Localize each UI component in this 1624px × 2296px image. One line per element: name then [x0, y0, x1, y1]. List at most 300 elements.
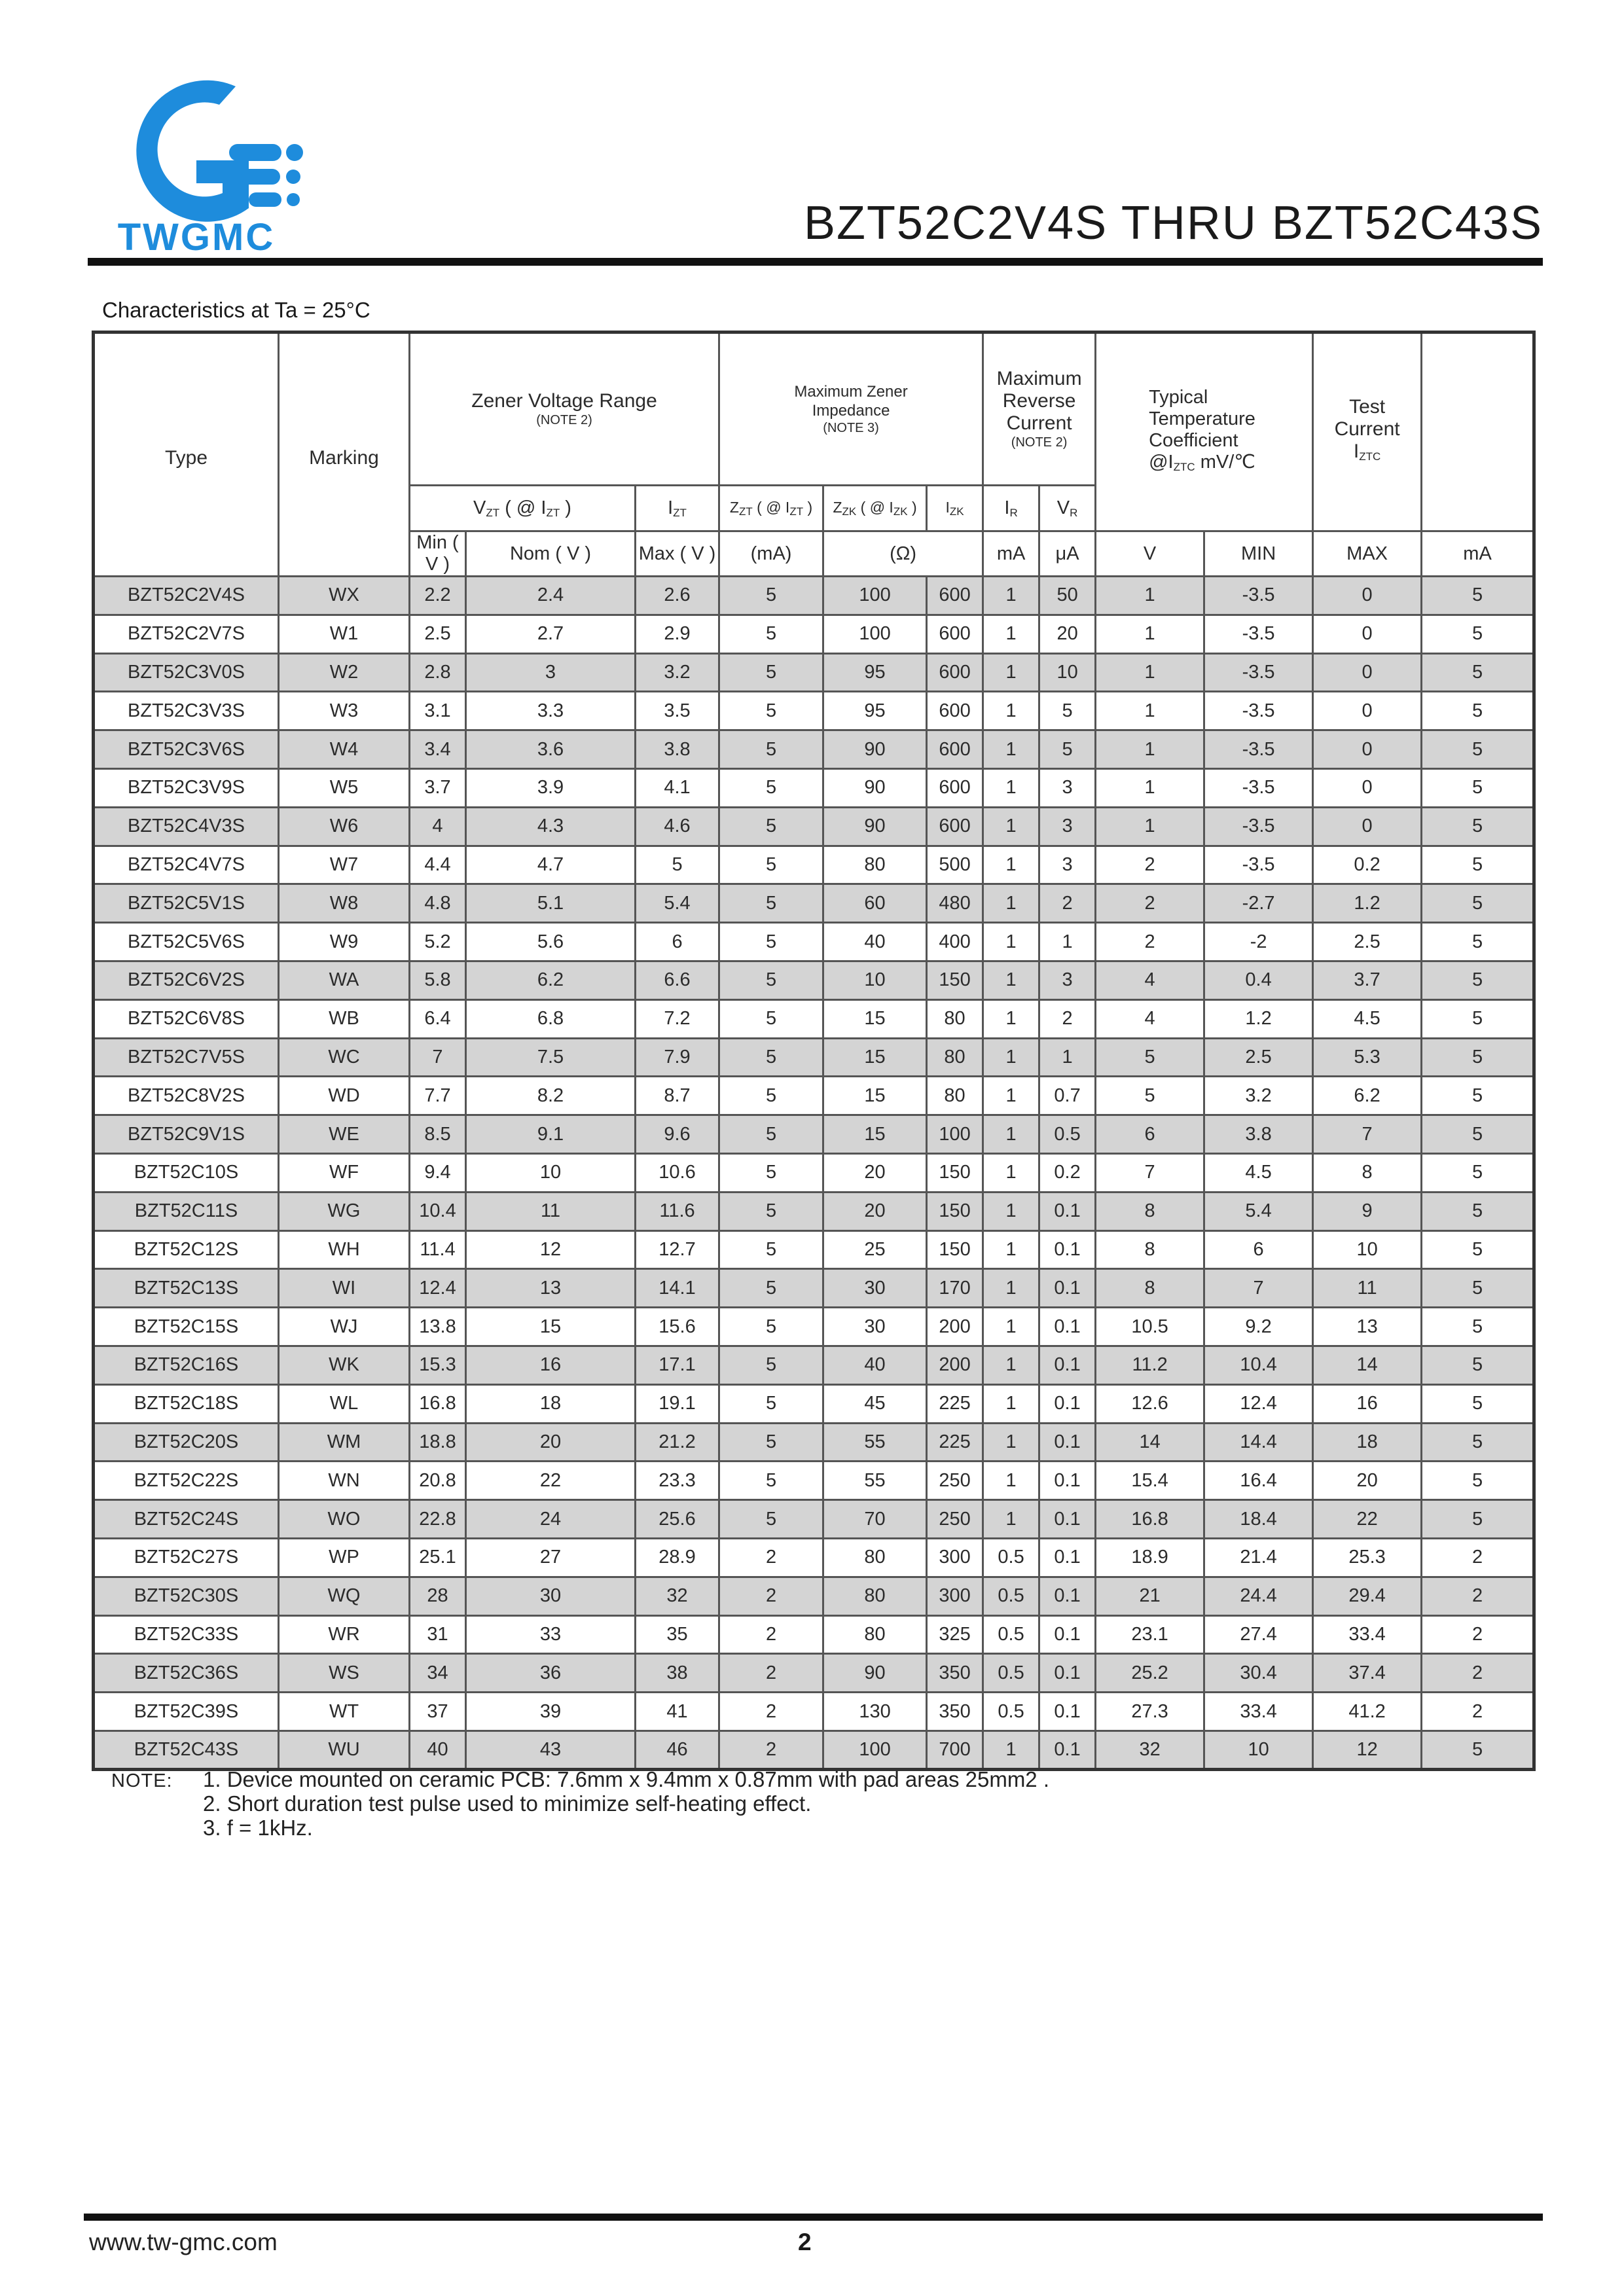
table-cell: 1: [983, 1153, 1039, 1192]
table-cell: -3.5: [1204, 577, 1313, 615]
table-cell: BZT52C6V8S: [94, 999, 279, 1038]
table-cell: 1: [983, 1500, 1039, 1539]
unit-min: MIN: [1204, 531, 1313, 577]
table-cell: 13: [466, 1269, 636, 1308]
table-cell: 33: [466, 1615, 636, 1654]
table-cell: 1: [983, 1384, 1039, 1423]
table-cell: 2: [1039, 999, 1096, 1038]
table-cell: 1: [983, 692, 1039, 730]
table-cell: 14.4: [1204, 1423, 1313, 1462]
table-cell: 16.8: [1096, 1500, 1204, 1539]
table-cell: 20.8: [410, 1462, 466, 1500]
table-cell: 350: [927, 1693, 983, 1731]
table-cell: -3.5: [1204, 730, 1313, 769]
table-cell: 18.4: [1204, 1500, 1313, 1539]
table-cell: 150: [927, 1153, 983, 1192]
table-cell: 10: [1039, 653, 1096, 692]
table-cell: -3.5: [1204, 615, 1313, 653]
table-cell: 600: [927, 653, 983, 692]
table-cell: 5: [719, 1384, 823, 1423]
table-cell: 5: [1422, 1462, 1534, 1500]
table-cell: 5: [1422, 884, 1534, 923]
table-cell: 30.4: [1204, 1654, 1313, 1693]
table-cell: 5: [1039, 692, 1096, 730]
table-cell: 4: [1096, 999, 1204, 1038]
table-cell: 41.2: [1313, 1693, 1422, 1731]
table-cell: 80: [823, 1538, 927, 1577]
table-cell: 15.6: [636, 1308, 719, 1346]
table-cell: BZT52C3V6S: [94, 730, 279, 769]
table-cell: 3.8: [1204, 1115, 1313, 1154]
table-cell: 5: [1422, 692, 1534, 730]
table-cell: 0.1: [1039, 1308, 1096, 1346]
table-cell: 3: [1039, 846, 1096, 884]
table-row: [94, 1423, 1534, 1462]
table-cell: 0.2: [1039, 1153, 1096, 1192]
table-cell: 5: [719, 884, 823, 923]
table-cell: 90: [823, 730, 927, 769]
table-cell: 2.9: [636, 615, 719, 653]
table-cell: 5: [1422, 1423, 1534, 1462]
table-cell: 5: [1422, 961, 1534, 999]
table-cell: 13: [1313, 1308, 1422, 1346]
table-cell: 3.2: [1204, 1077, 1313, 1115]
table-cell: 5: [719, 1346, 823, 1384]
table-cell: WT: [279, 1693, 410, 1731]
table-cell: 3: [1039, 961, 1096, 999]
table-cell: 1: [983, 846, 1039, 884]
table-cell: 4: [1096, 961, 1204, 999]
table-cell: 12.4: [410, 1269, 466, 1308]
table-cell: 0.4: [1204, 961, 1313, 999]
table-cell: 80: [927, 1038, 983, 1077]
table-row: [94, 1308, 1534, 1346]
table-cell: BZT52C22S: [94, 1462, 279, 1500]
table-cell: BZT52C4V7S: [94, 846, 279, 884]
table-cell: 23.3: [636, 1462, 719, 1500]
table-cell: 15: [823, 1077, 927, 1115]
table-cell: 80: [927, 1077, 983, 1115]
table-cell: 2: [1422, 1577, 1534, 1615]
table-cell: 1: [983, 653, 1039, 692]
table-cell: 0: [1313, 768, 1422, 807]
table-cell: 5: [1422, 807, 1534, 846]
table-cell: WK: [279, 1346, 410, 1384]
table-cell: 6.2: [1313, 1077, 1422, 1115]
table-cell: BZT52C24S: [94, 1500, 279, 1539]
table-cell: 200: [927, 1308, 983, 1346]
table-cell: 5: [719, 1308, 823, 1346]
table-cell: 5: [719, 1423, 823, 1462]
table-cell: 95: [823, 653, 927, 692]
table-cell: 1: [1039, 923, 1096, 961]
table-cell: 40: [823, 1346, 927, 1384]
table-cell: 4.1: [636, 768, 719, 807]
table-cell: 3.7: [1313, 961, 1422, 999]
table-cell: 37.4: [1313, 1654, 1422, 1693]
table-cell: 600: [927, 692, 983, 730]
document-title: BZT52C2V4S THRU BZT52C43S: [803, 197, 1543, 249]
table-cell: 1: [983, 577, 1039, 615]
table-cell: 2: [1096, 884, 1204, 923]
table-cell: WR: [279, 1615, 410, 1654]
table-cell: 80: [927, 999, 983, 1038]
note-label: NOTE:: [111, 1770, 173, 1791]
table-cell: 0: [1313, 692, 1422, 730]
table-cell: 7: [410, 1038, 466, 1077]
table-cell: 9: [1313, 1192, 1422, 1230]
table-cell: 39: [466, 1693, 636, 1731]
table-cell: 0.1: [1039, 1192, 1096, 1230]
table-row: [94, 1693, 1534, 1731]
table-cell: 100: [823, 1731, 927, 1769]
table-cell: 250: [927, 1500, 983, 1539]
logo-dot-3: [287, 193, 300, 206]
table-cell: 21: [1096, 1577, 1204, 1615]
table-cell: 3: [466, 653, 636, 692]
table-row: [94, 1384, 1534, 1423]
table-cell: 3.2: [636, 653, 719, 692]
table-row: [94, 923, 1534, 961]
table-row: [94, 1346, 1534, 1384]
table-cell: 4.7: [466, 846, 636, 884]
table-cell: 5: [719, 1038, 823, 1077]
table-cell: 5: [719, 1500, 823, 1539]
table-cell: 15: [823, 1115, 927, 1154]
table-cell: 1: [983, 1423, 1039, 1462]
table-cell: 33.4: [1313, 1615, 1422, 1654]
table-cell: 13.8: [410, 1308, 466, 1346]
table-cell: BZT52C16S: [94, 1346, 279, 1384]
table-cell: 5: [1096, 1077, 1204, 1115]
table-cell: 16: [466, 1346, 636, 1384]
table-cell: 3.9: [466, 768, 636, 807]
logo-wordmark: TWGMC: [117, 216, 276, 255]
table-cell: 10.6: [636, 1153, 719, 1192]
table-cell: 25.3: [1313, 1538, 1422, 1577]
table-cell: 1: [1096, 653, 1204, 692]
table-cell: 0: [1313, 730, 1422, 769]
table-cell: 0.5: [1039, 1115, 1096, 1154]
table-cell: WN: [279, 1462, 410, 1500]
table-cell: 130: [823, 1693, 927, 1731]
table-cell: 30: [466, 1577, 636, 1615]
header-type: Type: [94, 332, 279, 577]
table-cell: 6.4: [410, 999, 466, 1038]
table-cell: 100: [823, 577, 927, 615]
table-cell: 5: [1422, 1346, 1534, 1384]
table-cell: 90: [823, 807, 927, 846]
table-row: [94, 692, 1534, 730]
header-typical-temp-coefficient: Typical Temperature Coefficient $@I_{ZTC}$ mV/℃: [1096, 332, 1313, 531]
table-row: [94, 1731, 1534, 1769]
table-cell: 5.6: [466, 923, 636, 961]
table-cell: -3.5: [1204, 846, 1313, 884]
table-cell: 2: [719, 1615, 823, 1654]
footer-url: www.tw-gmc.com: [89, 2229, 278, 2255]
logo-dash-3: [249, 192, 281, 207]
table-cell: 150: [927, 1192, 983, 1230]
table-cell: 7.7: [410, 1077, 466, 1115]
table-row: [94, 1538, 1534, 1577]
table-cell: 12: [1313, 1731, 1422, 1769]
table-cell: 2: [1422, 1615, 1534, 1654]
table-cell: WB: [279, 999, 410, 1038]
table-cell: 8.2: [466, 1077, 636, 1115]
table-cell: 24: [466, 1500, 636, 1539]
header-rule: [88, 258, 1543, 266]
table-cell: 0: [1313, 615, 1422, 653]
table-cell: BZT52C6V2S: [94, 961, 279, 999]
table-cell: 5: [1422, 1153, 1534, 1192]
table-cell: W6: [279, 807, 410, 846]
table-cell: 7: [1096, 1153, 1204, 1192]
table-row: [94, 846, 1534, 884]
table-cell: 225: [927, 1423, 983, 1462]
table-cell: 3.6: [466, 730, 636, 769]
table-cell: 1: [983, 1077, 1039, 1115]
table-cell: 14.1: [636, 1269, 719, 1308]
table-cell: 1: [1096, 730, 1204, 769]
table-cell: 4.3: [466, 807, 636, 846]
table-cell: 25.2: [1096, 1654, 1204, 1693]
unit-v: V: [1096, 531, 1204, 577]
table-cell: 2.4: [466, 577, 636, 615]
note-line: 3. f = 1kHz.: [203, 1816, 313, 1840]
header-max-zener-impedance: Maximum Zener Impedance (NOTE 3): [719, 332, 983, 486]
table-cell: 5.1: [466, 884, 636, 923]
header-izk: $I_{ZK}$: [927, 486, 983, 531]
table-cell: 1: [1096, 577, 1204, 615]
table-cell: 1.2: [1313, 884, 1422, 923]
table-cell: BZT52C5V1S: [94, 884, 279, 923]
table-cell: 11.6: [636, 1192, 719, 1230]
table-cell: 7.9: [636, 1038, 719, 1077]
table-cell: 100: [823, 615, 927, 653]
table-row: [94, 768, 1534, 807]
table-row: [94, 884, 1534, 923]
table-cell: 15: [823, 999, 927, 1038]
table-cell: W8: [279, 884, 410, 923]
table-cell: 0.1: [1039, 1615, 1096, 1654]
table-cell: 45: [823, 1384, 927, 1423]
table-cell: 60: [823, 884, 927, 923]
table-row: [94, 577, 1534, 615]
table-cell: 0.5: [983, 1577, 1039, 1615]
table-cell: 5: [1096, 1038, 1204, 1077]
table-cell: 1: [983, 1192, 1039, 1230]
table-cell: 19.1: [636, 1384, 719, 1423]
table-cell: 25: [823, 1230, 927, 1269]
characteristics-table: [92, 331, 1536, 1771]
header-izt: $I_{ZT}$: [636, 486, 719, 531]
table-cell: WU: [279, 1731, 410, 1769]
table-cell: 1: [983, 923, 1039, 961]
table-cell: 2: [719, 1654, 823, 1693]
table-cell: 17.1: [636, 1346, 719, 1384]
table-cell: 80: [823, 846, 927, 884]
table-cell: 3: [1039, 768, 1096, 807]
table-cell: 4: [410, 807, 466, 846]
section-heading: Characteristics at Ta = 25°C: [102, 298, 370, 322]
unit-ua: μA: [1039, 531, 1096, 577]
table-cell: 15: [823, 1038, 927, 1077]
page-number: 2: [798, 2229, 812, 2255]
table-cell: BZT52C15S: [94, 1308, 279, 1346]
table-cell: 7.5: [466, 1038, 636, 1077]
table-cell: BZT52C39S: [94, 1693, 279, 1731]
table-cell: 27.4: [1204, 1615, 1313, 1654]
table-cell: 70: [823, 1500, 927, 1539]
table-cell: 5.8: [410, 961, 466, 999]
table-cell: 9.1: [466, 1115, 636, 1154]
table-cell: 9.6: [636, 1115, 719, 1154]
table-cell: 16.8: [410, 1384, 466, 1423]
table-cell: 325: [927, 1615, 983, 1654]
table-cell: 80: [823, 1615, 927, 1654]
table-cell: 0: [1313, 807, 1422, 846]
table-cell: 2: [719, 1693, 823, 1731]
table-cell: 27.3: [1096, 1693, 1204, 1731]
table-row: [94, 615, 1534, 653]
table-cell: 10: [1204, 1731, 1313, 1769]
table-cell: 3.5: [636, 692, 719, 730]
table-cell: 11: [1313, 1269, 1422, 1308]
table-cell: -3.5: [1204, 768, 1313, 807]
table-cell: 25.1: [410, 1538, 466, 1577]
table-cell: 40: [410, 1731, 466, 1769]
table-cell: 6: [636, 923, 719, 961]
table-cell: 34: [410, 1654, 466, 1693]
table-cell: 150: [927, 1230, 983, 1269]
table-cell: 5: [719, 961, 823, 999]
table-cell: 18.9: [1096, 1538, 1204, 1577]
table-cell: 5: [1422, 1500, 1534, 1539]
table-cell: 7: [1204, 1269, 1313, 1308]
table-cell: BZT52C33S: [94, 1615, 279, 1654]
table-cell: WQ: [279, 1577, 410, 1615]
table-cell: 80: [823, 1577, 927, 1615]
table-cell: 0.5: [983, 1693, 1039, 1731]
table-cell: W2: [279, 653, 410, 692]
table-cell: 22: [1313, 1500, 1422, 1539]
table-cell: 3.8: [636, 730, 719, 769]
table-cell: 5: [1422, 730, 1534, 769]
table-cell: WA: [279, 961, 410, 999]
table-cell: 20: [466, 1423, 636, 1462]
table-cell: 2: [1422, 1693, 1534, 1731]
table-cell: 33.4: [1204, 1693, 1313, 1731]
table-cell: 0.1: [1039, 1577, 1096, 1615]
table-cell: 5: [719, 1192, 823, 1230]
table-cell: 1: [1096, 615, 1204, 653]
table-cell: 2.8: [410, 653, 466, 692]
table-cell: 30: [823, 1308, 927, 1346]
table-cell: BZT52C8V2S: [94, 1077, 279, 1115]
table-cell: 1.2: [1204, 999, 1313, 1038]
table-row: [94, 1153, 1534, 1192]
table-cell: BZT52C4V3S: [94, 807, 279, 846]
table-cell: 18: [466, 1384, 636, 1423]
table-cell: 170: [927, 1269, 983, 1308]
table-cell: 20: [1313, 1462, 1422, 1500]
table-cell: 2.5: [1313, 923, 1422, 961]
table-cell: 23.1: [1096, 1615, 1204, 1654]
company-logo: [85, 65, 334, 255]
table-cell: 1: [983, 730, 1039, 769]
table-cell: 2: [719, 1538, 823, 1577]
table-cell: 8.7: [636, 1077, 719, 1115]
table-row: [94, 1269, 1534, 1308]
table-cell: WS: [279, 1654, 410, 1693]
header-vr: $V_R$: [1039, 486, 1096, 531]
table-cell: 10: [823, 961, 927, 999]
table-cell: BZT52C10S: [94, 1153, 279, 1192]
table-cell: 24.4: [1204, 1577, 1313, 1615]
table-cell: WD: [279, 1077, 410, 1115]
table-cell: 5: [1422, 1230, 1534, 1269]
table-cell: 1: [983, 961, 1039, 999]
header-ir: $I_R$: [983, 486, 1039, 531]
table-row: [94, 1500, 1534, 1539]
table-cell: 1: [983, 1230, 1039, 1269]
table-cell: 4.8: [410, 884, 466, 923]
table-cell: BZT52C3V9S: [94, 768, 279, 807]
table-row: [94, 730, 1534, 769]
table-cell: 2.6: [636, 577, 719, 615]
table-cell: W3: [279, 692, 410, 730]
table-cell: 2.7: [466, 615, 636, 653]
table-cell: 5.4: [1204, 1192, 1313, 1230]
table-cell: 25.6: [636, 1500, 719, 1539]
table-cell: 6.8: [466, 999, 636, 1038]
table-cell: 0.1: [1039, 1731, 1096, 1769]
table-cell: 18: [1313, 1423, 1422, 1462]
table-cell: 32: [636, 1577, 719, 1615]
table-cell: 15: [466, 1308, 636, 1346]
table-cell: 5: [1422, 768, 1534, 807]
table-cell: BZT52C7V5S: [94, 1038, 279, 1077]
table-cell: -3.5: [1204, 653, 1313, 692]
table-cell: 500: [927, 846, 983, 884]
table-cell: 5: [636, 846, 719, 884]
table-cell: 20: [823, 1153, 927, 1192]
table-cell: 1: [983, 1731, 1039, 1769]
table-cell: 1: [983, 999, 1039, 1038]
table-cell: W4: [279, 730, 410, 769]
table-cell: 5: [1422, 1269, 1534, 1308]
table-cell: 5: [1422, 999, 1534, 1038]
table-cell: W5: [279, 768, 410, 807]
unit-nom-v: Nom ( V ): [466, 531, 636, 577]
header-max-reverse-current: Maximum Reverse Current (NOTE 2): [983, 332, 1096, 486]
table-cell: BZT52C12S: [94, 1230, 279, 1269]
table-cell: W7: [279, 846, 410, 884]
table-cell: 5: [1422, 653, 1534, 692]
table-cell: WL: [279, 1384, 410, 1423]
table-cell: 100: [927, 1115, 983, 1154]
table-cell: 0.1: [1039, 1230, 1096, 1269]
table-cell: 5: [1422, 1115, 1534, 1154]
table-cell: 7.2: [636, 999, 719, 1038]
table-cell: 5: [719, 1077, 823, 1115]
table-cell: 5: [719, 1462, 823, 1500]
table-cell: 0.1: [1039, 1269, 1096, 1308]
table-cell: 6.6: [636, 961, 719, 999]
table-cell: 700: [927, 1731, 983, 1769]
table-cell: 11.4: [410, 1230, 466, 1269]
table-cell: 0.1: [1039, 1462, 1096, 1500]
